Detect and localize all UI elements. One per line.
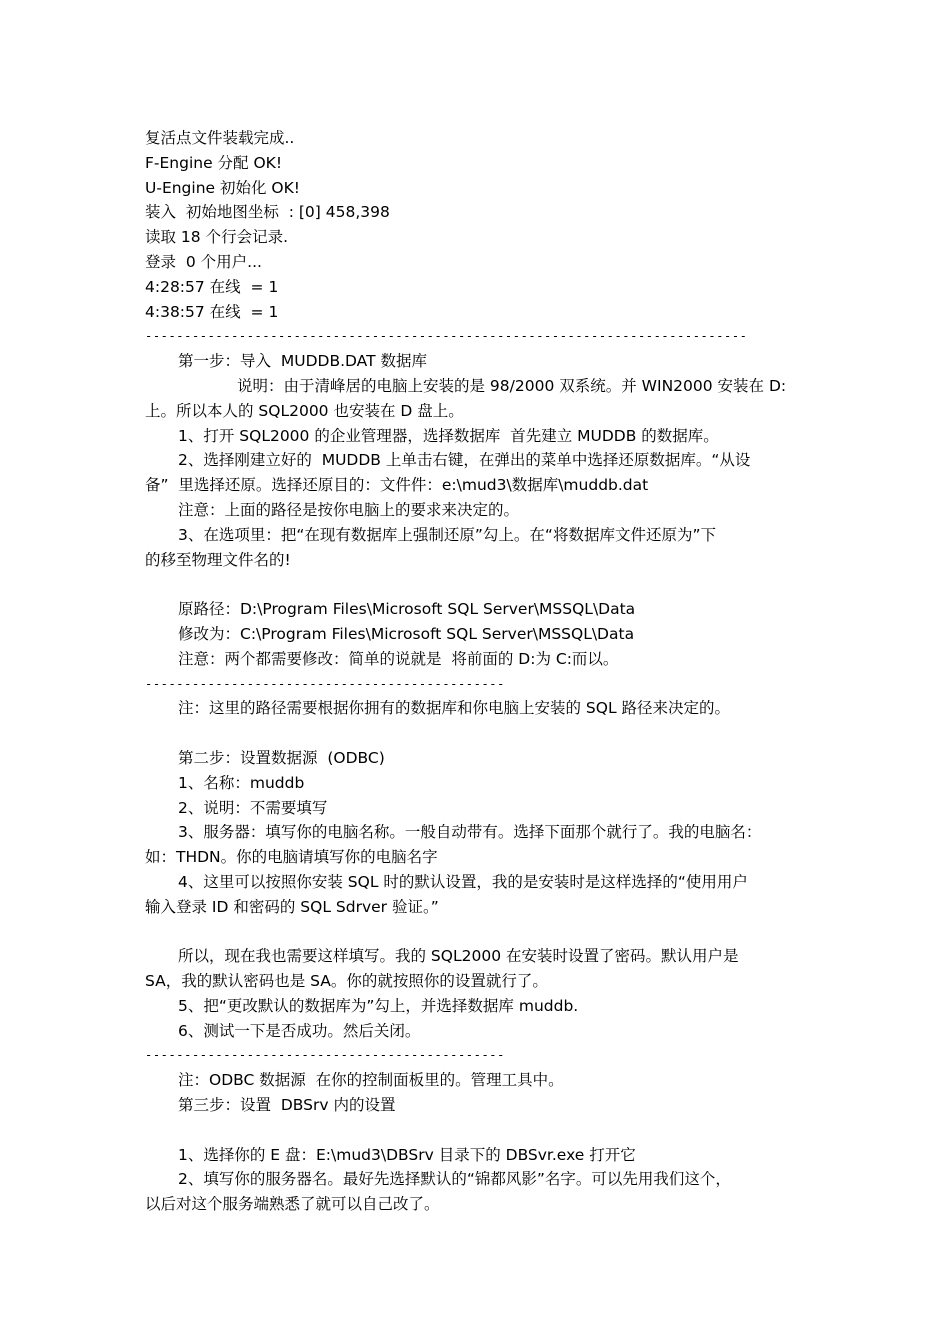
step2-item-4-cont: 输入登录 ID 和密码的 SQL Sdrver 验证。” [145,897,439,916]
step2-title: 第二步：设置数据源 (ODBC) [178,748,385,767]
divider-long: ----------------------------------------------------------------------------- [145,329,748,344]
step2-footnote: 注：ODBC 数据源 在你的控制面板里的。管理工具中。 [178,1071,564,1090]
step2-item-6: 6、测试一下是否成功。然后关闭。 [178,1021,421,1040]
step1-item-3: 3、在选项里：把“在现有数据库上强制还原”勾上。在“将数据库文件还原为”下 [178,525,716,544]
step2-item-2: 2、说明：不需要填写 [178,798,328,817]
step1-item-1: 1、打开 SQL2000 的企业管理器，选择数据库 首先建立 MUDDB 的数据库。 [178,426,719,445]
divider-short: ---------------------------------------------- [145,676,505,691]
step2-item-3-cont: 如：THDN。你的电脑请填写你的电脑名字 [145,848,438,867]
step3-item-2-cont: 以后对这个服务端熟悉了就可以自己改了。 [145,1195,440,1214]
blank-line [145,1118,810,1143]
log-line: U-Engine 初始化 OK! [145,178,300,197]
log-line: 读取 18 个行会记录. [145,228,289,247]
step2-paragraph-cont: SA，我的默认密码也是 SA。你的就按照你的设置就行了。 [145,972,548,991]
log-line: 复活点文件装载完成.. [145,129,295,147]
step1-caution: 注意：上面的路径是按你电脑上的要求来决定的。 [178,500,520,519]
step1-caution-2: 注意：两个都需要修改：简单的说就是 将前面的 D:为 C:而以。 [178,649,619,668]
step2-item-3: 3、服务器：填写你的电脑名称。一般自动带有。选择下面那个就行了。我的电脑名： [178,823,762,842]
step1-title: 第一步：导入 MUDDB.DAT 数据库 [178,352,427,371]
blank-line [145,572,810,597]
step3-title: 第三步：设置 DBSrv 内的设置 [178,1096,396,1115]
step1-note-cont: 上。所以本人的 SQL2000 也安装在 D 盘上。 [145,401,464,420]
log-line: 登录 0 个用户... [145,252,262,271]
blank-line [145,721,810,746]
step3-item-1: 1、选择你的 E 盘：E:\mud3\DBSrv 目录下的 DBSvr.exe 打开它 [178,1145,636,1164]
step1-new-path: 修改为：C:\Program Files\Microsoft SQL Server\MSSQL\Data [178,624,635,643]
log-line: 装入 初始地图坐标 : [0] 458,398 [145,203,390,222]
log-line: 4:38:57 在线 = 1 [145,302,279,321]
step1-note: 说明：由于清峰居的电脑上安装的是 98/2000 双系统。并 WIN2000 安装在 D: [237,376,787,395]
step2-item-1: 1、名称：muddb [178,773,305,792]
divider-short: ---------------------------------------------- [145,1048,505,1063]
log-line: F-Engine 分配 OK! [145,153,283,172]
step1-footnote: 注：这里的路径需要根据你拥有的数据库和你电脑上安装的 SQL 路径来决定的。 [178,699,731,718]
step2-paragraph: 所以，现在我也需要这样填写。我的 SQL2000 在安装时设置了密码。默认用户是 [178,947,739,966]
step2-item-4: 4、这里可以按照你安装 SQL 时的默认设置，我的是安装时是这样选择的“使用用户 [178,872,748,891]
document-page [0,126,950,1217]
step1-item-2-cont: 备” 里选择还原。选择还原目的：文件件：e:\mud3\数据库\muddb.dat [145,476,649,495]
log-line: 4:28:57 在线 = 1 [145,277,279,296]
step2-item-5: 5、把“更改默认的数据库为”勾上，并选择数据库 muddb. [178,996,579,1015]
step1-item-2: 2、选择刚建立好的 MUDDB 上单击右键，在弹出的菜单中选择还原数据库。“从设 [178,451,751,470]
blank-line [145,920,810,945]
step1-item-3-cont: 的移至物理文件名的! [145,550,291,569]
step3-item-2: 2、填写你的服务器名。最好先选择默认的“锦都风影”名字。可以先用我们这个， [178,1170,731,1189]
step1-orig-path: 原路径：D:\Program Files\Microsoft SQL Server\MSSQL\Data [178,600,636,619]
